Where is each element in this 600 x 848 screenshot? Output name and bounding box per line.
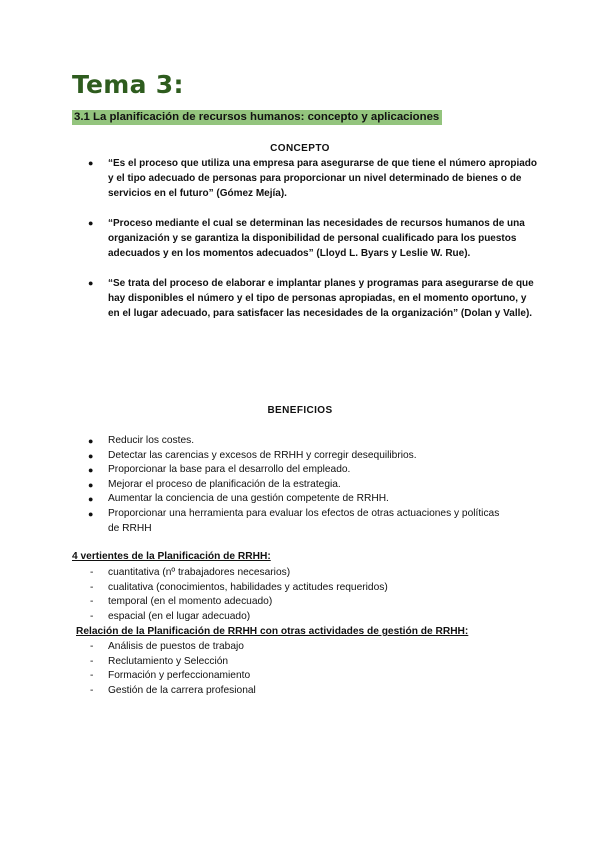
benefit-text: Proporcionar la base para el desarrollo del empleado. (108, 464, 351, 476)
concept-item (88, 156, 538, 201)
relacion-text: Gestión de la carrera profesional (108, 684, 256, 696)
relacion-item (90, 669, 256, 684)
relacion-text: Formación y perfeccionamiento (108, 670, 251, 681)
dash-marker: - (90, 581, 94, 593)
relacion-text: Análisis de puestos de trabajo (108, 641, 244, 652)
concept-text: “Se trata del proceso de elaborar e implantar planes y programas para asegurarse de que hay disponibles el número y el tipo de personas apropiadas, en el momento oportuno, y en el lugar adecuado, para satisfacer las necesidades de la organización” (Dolan y Valle). (108, 278, 534, 319)
benefit-item (88, 449, 508, 464)
benefit-item (88, 492, 508, 507)
bullet-icon: ● (88, 508, 94, 519)
benefit-text: Proporcionar una herramienta para evaluar los efectos de otras actuaciones y políticas de RRHH (108, 507, 500, 534)
vertiente-item (90, 581, 388, 596)
bullet-icon: ● (88, 479, 94, 490)
concept-list (88, 156, 538, 321)
dash-marker: - (90, 610, 94, 622)
relacion-list (90, 640, 256, 698)
vertiente-item (90, 610, 388, 625)
bullet-icon: ● (88, 450, 94, 461)
benefit-item (88, 507, 508, 536)
benefit-item (88, 478, 508, 493)
benefit-item (88, 463, 508, 478)
bullet-icon: ● (88, 465, 94, 476)
bullet-icon: ● (88, 158, 94, 168)
vertientes-list (90, 566, 388, 624)
dash-marker: - (90, 670, 94, 681)
concept-heading: CONCEPTO (270, 143, 330, 154)
relacion-item (90, 640, 256, 655)
benefits-heading: BENEFICIOS (267, 405, 333, 416)
bullet-icon: ● (88, 436, 94, 446)
page-title: Tema 3: (72, 70, 184, 99)
vertiente-text: temporal (en el momento adecuado) (108, 596, 273, 607)
vertientes-heading: 4 vertientes de la Planificación de RRHH: (72, 551, 271, 562)
relacion-item (90, 655, 256, 670)
bullet-icon: ● (88, 494, 94, 505)
benefit-text: Aumentar la conciencia de una gestión competente de RRHH. (108, 493, 389, 505)
dash-marker: - (90, 596, 94, 607)
dash-marker: - (90, 641, 94, 652)
vertiente-text: cualitativa (conocimientos, habilidades y actitudes requeridos) (108, 581, 388, 593)
relacion-heading: Relación de la Planificación de RRHH con otras actividades de gestión de RRHH: (76, 626, 469, 637)
dash-marker: - (90, 567, 94, 578)
benefit-text: Detectar las carencias y excesos de RRHH y corregir desequilibrios. (108, 449, 417, 461)
vertiente-text: cuantitativa (nº trabajadores necesarios) (108, 567, 291, 578)
dash-marker: - (90, 655, 94, 667)
concept-item (88, 216, 538, 261)
relacion-item (90, 684, 256, 699)
relacion-text: Reclutamiento y Selección (108, 655, 229, 667)
vertiente-item (90, 566, 388, 581)
bullet-icon: ● (88, 218, 94, 228)
benefit-text: Reducir los costes. (108, 435, 195, 446)
benefit-text: Mejorar el proceso de planificación de la estrategia. (108, 478, 341, 490)
section-heading: 3.1 La planificación de recursos humanos: concepto y aplicaciones (72, 110, 442, 125)
vertiente-text: espacial (en el lugar adecuado) (108, 610, 251, 622)
concept-text: “Es el proceso que utiliza una empresa para asegurarse de que tiene el número apropiado y el tipo adecuado de personas para proporcionar un nivel determinado de bienes o de servicios en el futuro” (Gómez Mejía). (108, 158, 538, 199)
concept-text: “Proceso mediante el cual se determinan las necesidades de recursos humanos de una organización y se garantiza la disponibilidad de personal cualificado para los puestos adecuados y en los momentos adecuados” (Lloyd L. Byars y Leslie W. Rue). (108, 218, 525, 259)
vertiente-item (90, 595, 388, 610)
benefit-item (88, 434, 508, 449)
concept-item (88, 276, 538, 321)
benefits-list (88, 434, 508, 536)
bullet-icon: ● (88, 278, 94, 288)
dash-marker: - (90, 684, 94, 696)
